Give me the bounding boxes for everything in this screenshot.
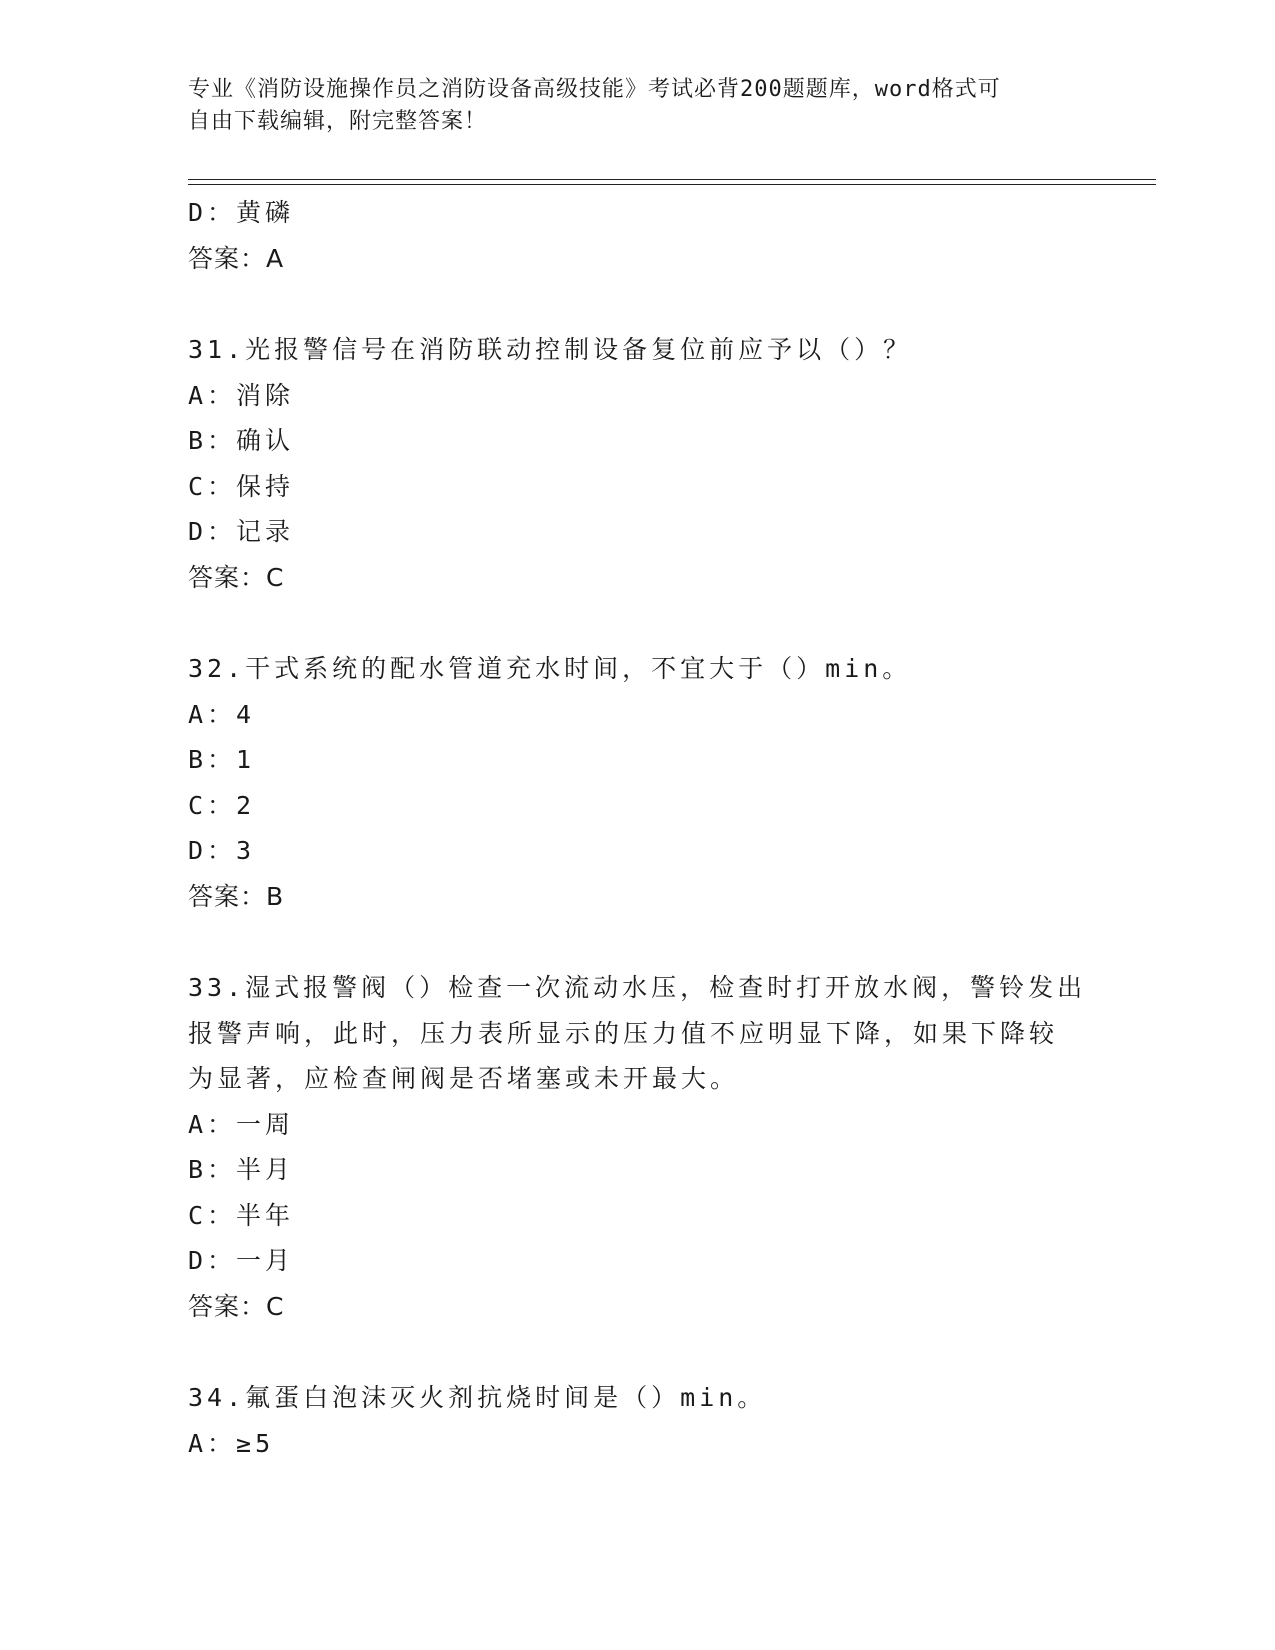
question-31 bbox=[188, 327, 1088, 600]
option-a: A：≥5 bbox=[188, 1428, 275, 1458]
header-divider-top bbox=[188, 179, 1156, 180]
question-text-line-2: 报警声响，此时，压力表所显示的压力值不应明显下降，如果下降较 bbox=[188, 1018, 1059, 1048]
spacer bbox=[188, 1329, 1088, 1375]
option-d: D：一月 bbox=[188, 1246, 295, 1275]
question-text: 32.干式系统的配水管道充水时间，不宜大于（）min。 bbox=[188, 654, 912, 683]
question-list bbox=[188, 190, 1088, 1466]
option-c: C：保持 bbox=[188, 471, 295, 501]
question-text: 34.氟蛋白泡沫灭火剂抗烧时间是（）min。 bbox=[188, 1383, 767, 1412]
answer: 答案：B bbox=[188, 881, 285, 911]
document-header bbox=[188, 74, 1068, 138]
option-a: A：一周 bbox=[188, 1109, 295, 1139]
option-c: C：半年 bbox=[188, 1200, 295, 1230]
answer: 答案：C bbox=[188, 1291, 285, 1321]
option-a: A：4 bbox=[188, 699, 256, 729]
question-text-line-3: 为显著，应检查闸阀是否堵塞或未开最大。 bbox=[188, 1064, 740, 1093]
question-text: 31.光报警信号在消防联动控制设备复位前应予以（）？ bbox=[188, 335, 913, 364]
header-line-2: 自由下载编辑，附完整答案！ bbox=[188, 109, 488, 134]
option-c: C：2 bbox=[188, 790, 256, 820]
option-b: B：1 bbox=[188, 745, 256, 774]
spacer bbox=[188, 281, 1088, 327]
option-a: A：消除 bbox=[188, 380, 295, 410]
option-b: B：确认 bbox=[188, 426, 295, 455]
question-34 bbox=[188, 1375, 1088, 1466]
option-d: D：黄磷 bbox=[188, 198, 295, 227]
header-line-1: 专业《消防设施操作员之消防设备高级技能》考试必背200题题库，word格式可 bbox=[188, 77, 1001, 102]
question-text-line-1: 33.湿式报警阀（）检查一次流动水压，检查时打开放水阀，警铃发出 bbox=[188, 973, 1087, 1002]
option-d: D：记录 bbox=[188, 517, 295, 546]
spacer bbox=[188, 600, 1088, 646]
answer: 答案：A bbox=[188, 243, 285, 273]
spacer bbox=[188, 919, 1088, 965]
question-32 bbox=[188, 646, 1088, 919]
option-d: D：3 bbox=[188, 836, 256, 865]
answer: 答案：C bbox=[188, 562, 285, 592]
option-b: B：半月 bbox=[188, 1155, 295, 1184]
header-divider-bottom bbox=[188, 184, 1156, 185]
question-33 bbox=[188, 965, 1088, 1329]
